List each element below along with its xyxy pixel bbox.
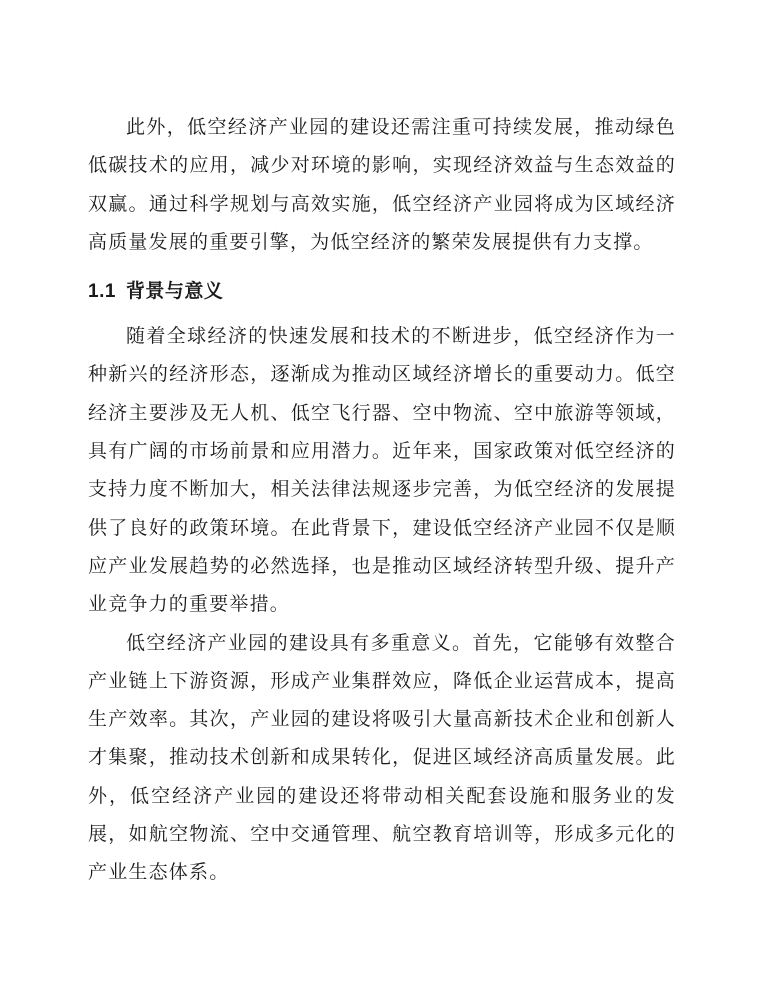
- document-body: [88, 108, 676, 892]
- paragraph-significance: 低空经济产业园的建设具有多重意义。首先，它能够有效整合产业链上下游资源，形成产业集群效应，降低企业运营成本，提高生产效率。其次，产业园的建设将吸引大量高新技术企业和创新人才集聚，推动技术创新和成果转化，促进区域经济高质量发展。此外，低空经济产业园的建设还将带动相关配套设施和服务业的发展，如航空物流、空中交通管理、航空教育培训等，形成多元化的产业生态体系。: [88, 631, 676, 884]
- section-number: 1.1: [88, 281, 116, 303]
- section-title: 背景与意义: [125, 281, 224, 303]
- section-heading: [88, 273, 676, 311]
- paragraph-background: 随着全球经济的快速发展和技术的不断进步，低空经济作为一种新兴的经济形态，逐渐成为推动区域经济增长的重要动力。低空经济主要涉及无人机、低空飞行器、空中物流、空中旅游等领域，具有广阔的市场前景和应用潜力。近年来，国家政策对低空经济的支持力度不断加大，相关法律法规逐步完善，为低空经济的发展提供了良好的政策环境。在此背景下，建设低空经济产业园不仅是顺应产业发展趋势的必然选择，也是推动区域经济转型升级、提升产业竞争力的重要举措。: [88, 325, 676, 616]
- paragraph-sustainability: 此外，低空经济产业园的建设还需注重可持续发展，推动绿色低碳技术的应用，减少对环境的影响，实现经济效益与生态效益的双赢。通过科学规划与高效实施，低空经济产业园将成为区域经济高质量发展的重要引擎，为低空经济的繁荣发展提供有力支撑。: [88, 116, 676, 253]
